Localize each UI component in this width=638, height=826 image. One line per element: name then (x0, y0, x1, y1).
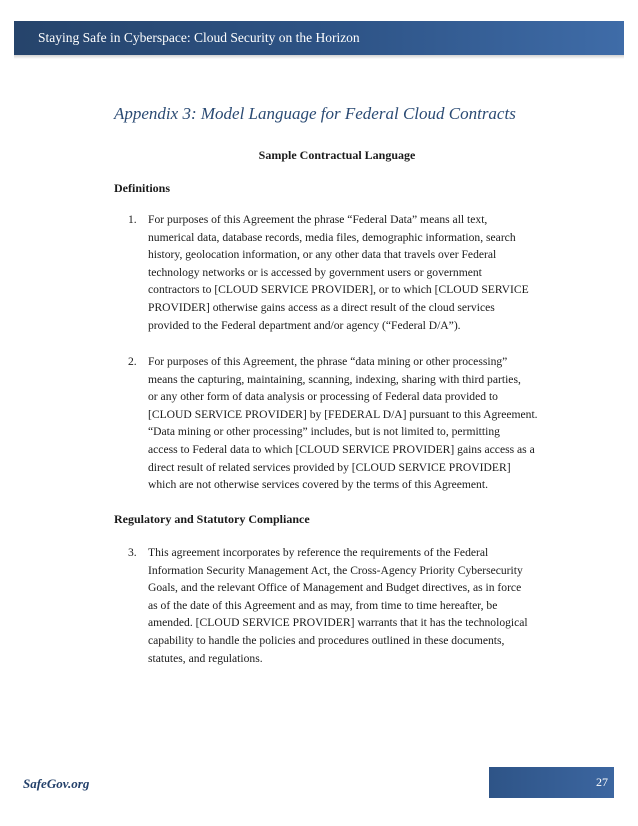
text-line: which are not otherwise services covered by the terms of this Agreement. (148, 478, 488, 492)
page-number: 27 (596, 775, 608, 789)
text-line: provided to the Federal department and/or agency (“Federal D/A”). (148, 318, 461, 332)
text-line: history, geolocation information, or any other data that travels over Federal (148, 248, 497, 262)
regulatory-heading: Regulatory and Statutory Compliance (114, 512, 310, 526)
document-header-title: Staying Safe in Cyberspace: Cloud Security on the Horizon (38, 30, 360, 45)
list-item-text (148, 544, 578, 667)
appendix-title: Appendix 3: Model Language for Federal Cloud Contracts (114, 104, 516, 123)
text-line: For purposes of this Agreement the phrase “Federal Data” means all text, (148, 213, 488, 226)
text-line: [CLOUD SERVICE PROVIDER] by [FEDERAL D/A] pursuant to this Agreement. (148, 407, 538, 421)
page-number-box (489, 767, 614, 798)
list-item (128, 211, 578, 334)
text-line: For purposes of this Agreement, the phrase “data mining or other processing” (148, 355, 508, 368)
subtitle-text: Sample Contractual Language (258, 148, 416, 162)
text-line: direct result of related services provided by [CLOUD SERVICE PROVIDER] (148, 460, 511, 474)
list-item-number: 3. (128, 546, 137, 559)
list-item-text (148, 211, 578, 334)
footer-site-name: SafeGov.org (23, 776, 90, 791)
list-item (128, 544, 578, 667)
text-line: “Data mining or other processing” includes, but is not limited to, permitting (148, 425, 500, 439)
section-subtitle (0, 148, 638, 163)
text-line: statutes, and regulations. (148, 651, 263, 665)
text-line: or any other form of data analysis or processing of Federal data provided to (148, 390, 498, 404)
text-line: amended. [CLOUD SERVICE PROVIDER] warrants that it has the technological (148, 616, 528, 630)
text-line: technology networks or is accessed by government users or government (148, 265, 482, 279)
list-item-text (148, 353, 578, 494)
text-line: This agreement incorporates by reference the requirements of the Federal (148, 546, 489, 559)
header-bar (14, 21, 624, 55)
list-item-number: 2. (128, 355, 137, 368)
definitions-heading: Definitions (114, 181, 171, 195)
text-line: means the capturing, maintaining, scanning, indexing, sharing with third parties, (148, 372, 521, 386)
text-line: access to Federal data to which [CLOUD SERVICE PROVIDER] gains access as a (148, 442, 535, 456)
text-line: contractors to [CLOUD SERVICE PROVIDER], or to which [CLOUD SERVICE (148, 283, 529, 297)
text-line: Information Security Management Act, the Cross-Agency Priority Cybersecurity (148, 563, 523, 577)
text-line: as of the date of this Agreement and as may, from time to time hereafter, be (148, 598, 498, 612)
header-bar-shadow (14, 55, 624, 59)
text-line: Goals, and the relevant Office of Management and Budget directives, as in force (148, 581, 522, 595)
text-line: numerical data, database records, media files, demographic information, search (148, 230, 516, 244)
list-item (128, 353, 578, 494)
list-item-number: 1. (128, 213, 137, 226)
text-line: capability to handle the policies and procedures outlined in these documents, (148, 633, 505, 647)
text-line: PROVIDER] otherwise gains access as a direct result of the cloud services (148, 300, 495, 314)
